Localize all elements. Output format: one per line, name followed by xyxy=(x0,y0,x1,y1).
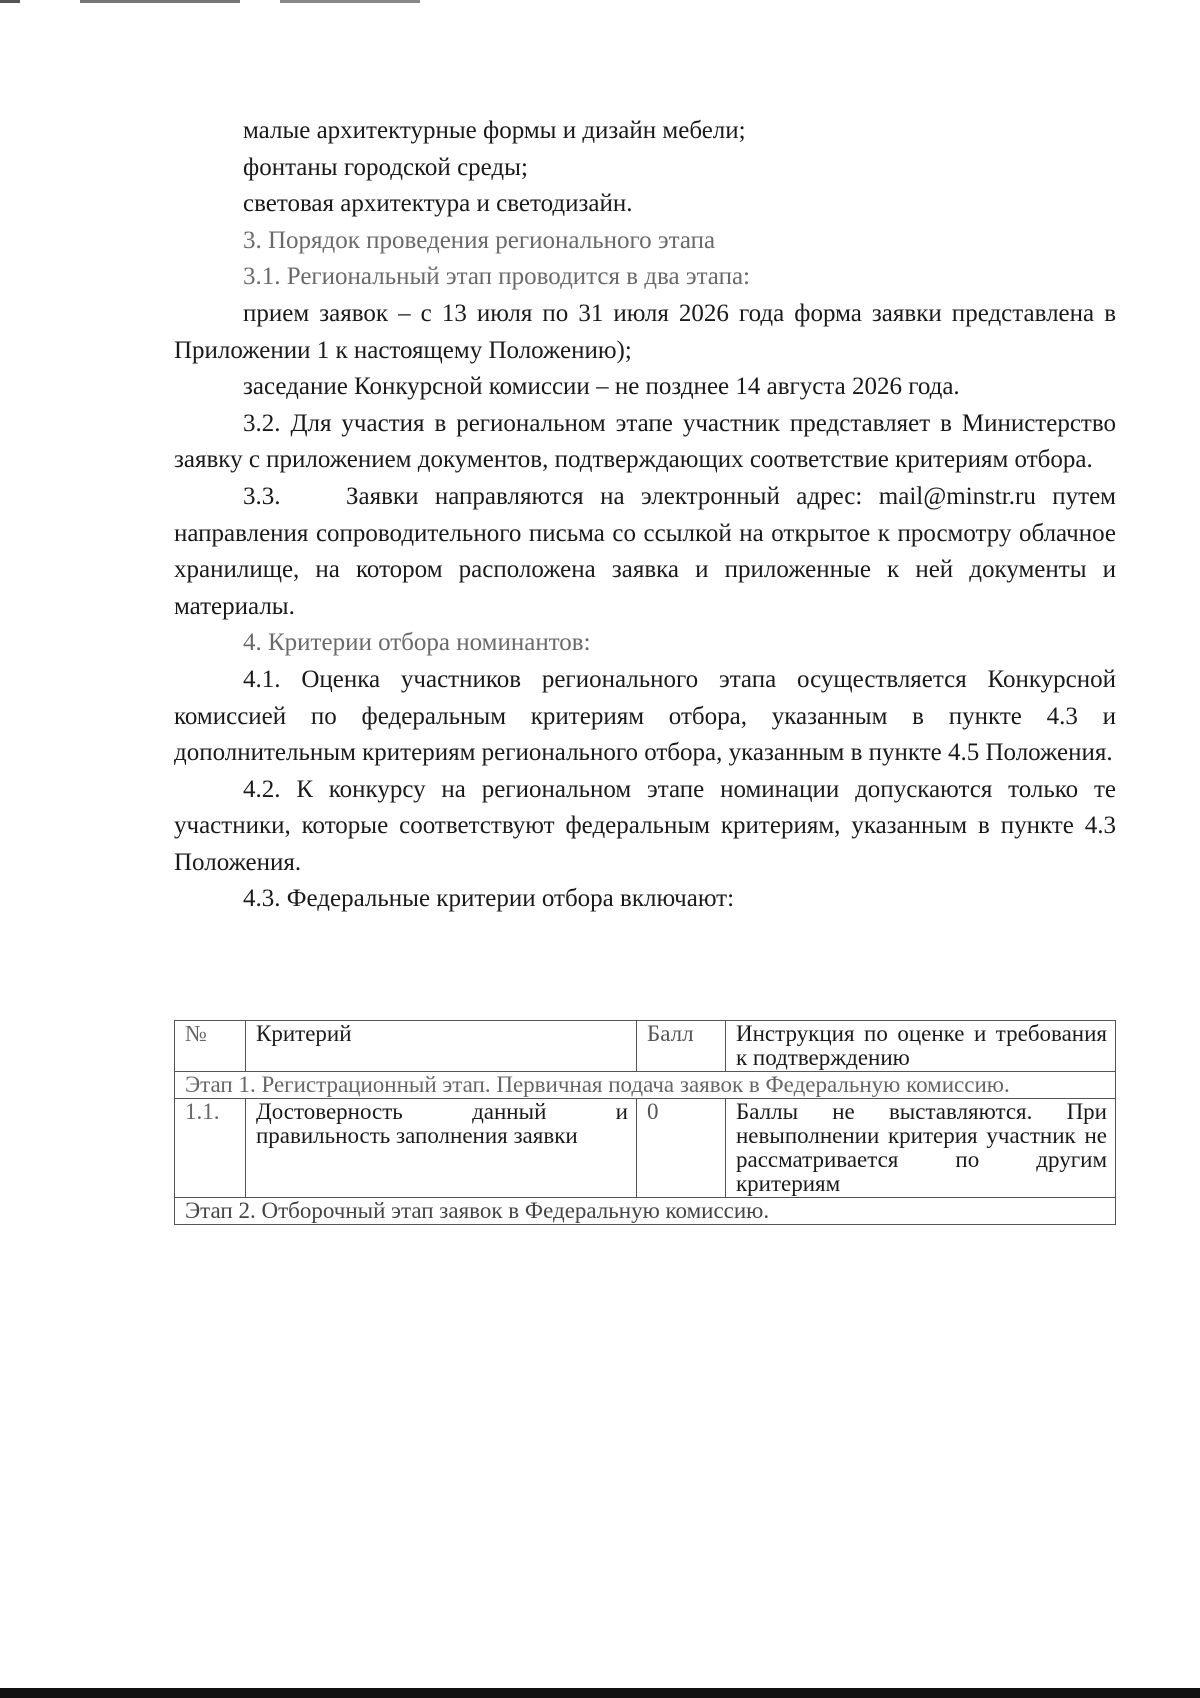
list-item-small-forms: малые архитектурные формы и дизайн мебели; xyxy=(243,117,746,144)
section-heading-3: 3. Порядок проведения регионального этапа xyxy=(243,226,716,254)
table-cell-criterion: Достоверность данный и правильность заполнения заявки xyxy=(246,1099,637,1198)
table-cell-instruction: Баллы не выставляются. При невыполнении критерия участник не рассматривается по другим критериям xyxy=(726,1099,1116,1198)
clause-3-1: 3.1. Региональный этап проводится в два этапа: xyxy=(243,263,750,291)
table-stage-1: Этап 1. Регистрационный этап. Первичная подача заявок в Федеральную комиссию. xyxy=(175,1072,1116,1099)
table-row xyxy=(175,1198,1116,1225)
table-header-row xyxy=(175,1021,1116,1072)
clause-3-3-text: Заявки направляются на электронный адрес: mail@minstr.ru путем направления сопроводительного письма со ссылкой на открытое к просмотру облачное хранилище, на котором расположена заявка и приложенные к ней документы и материалы. xyxy=(174,482,1116,620)
scan-bottom-edge-artifact xyxy=(0,1688,1200,1698)
table-cell-number: 1.1. xyxy=(175,1099,246,1198)
document-page xyxy=(174,113,1116,918)
clause-4-2: 4.2. К конкурсу на региональном этапе номинации допускаются только те участники, которые соответствуют федеральным критериям, указанным в пункте 4.3 Положения. xyxy=(174,775,1116,876)
clause-3-3-number: 3.3. xyxy=(243,482,281,510)
table-header-score: Балл xyxy=(637,1021,726,1072)
table-header-instruction: Инструкция по оценке и требования к подтверждению xyxy=(726,1021,1116,1072)
clause-4-3: 4.3. Федеральные критерии отбора включают: xyxy=(243,885,735,913)
clause-3-2: 3.2. Для участия в региональном этапе участник представляет в Министерство заявку с приложением документов, подтверждающих соответствие критериям отбора. xyxy=(174,409,1116,474)
clause-3-3 xyxy=(174,479,1116,625)
scan-top-edge-artifact xyxy=(0,0,520,3)
table-row xyxy=(175,1099,1116,1198)
list-item-fountains: фонтаны городской среды; xyxy=(243,153,528,181)
table-header-criterion: Критерий xyxy=(246,1021,637,1072)
criteria-table xyxy=(174,1020,1116,1225)
clause-4-1: 4.1. Оценка участников регионального этапа осуществляется Конкурсной комиссией по федеральным критериям отбора, указанным в пункте 4.3 и дополнительным критериям регионального отбора, указанным в пункте 4.5 Положения. xyxy=(174,665,1116,767)
clause-3-1-commission: заседание Конкурсной комиссии – не позднее 14 августа 2026 года. xyxy=(243,373,960,401)
table-row xyxy=(175,1072,1116,1099)
clause-3-1-applications: прием заявок – с 13 июля по 31 июля 2026 года форма заявки представлена в Приложении 1 к настоящему Положению); xyxy=(174,299,1116,364)
section-heading-4: 4. Критерии отбора номинантов: xyxy=(243,629,591,657)
table-header-number: № xyxy=(175,1021,246,1072)
table-cell-score: 0 xyxy=(637,1099,726,1198)
table-stage-2: Этап 2. Отборочный этап заявок в Федеральную комиссию. xyxy=(175,1198,1116,1225)
list-item-light-architecture: световая архитектура и светодизайн. xyxy=(243,190,633,218)
